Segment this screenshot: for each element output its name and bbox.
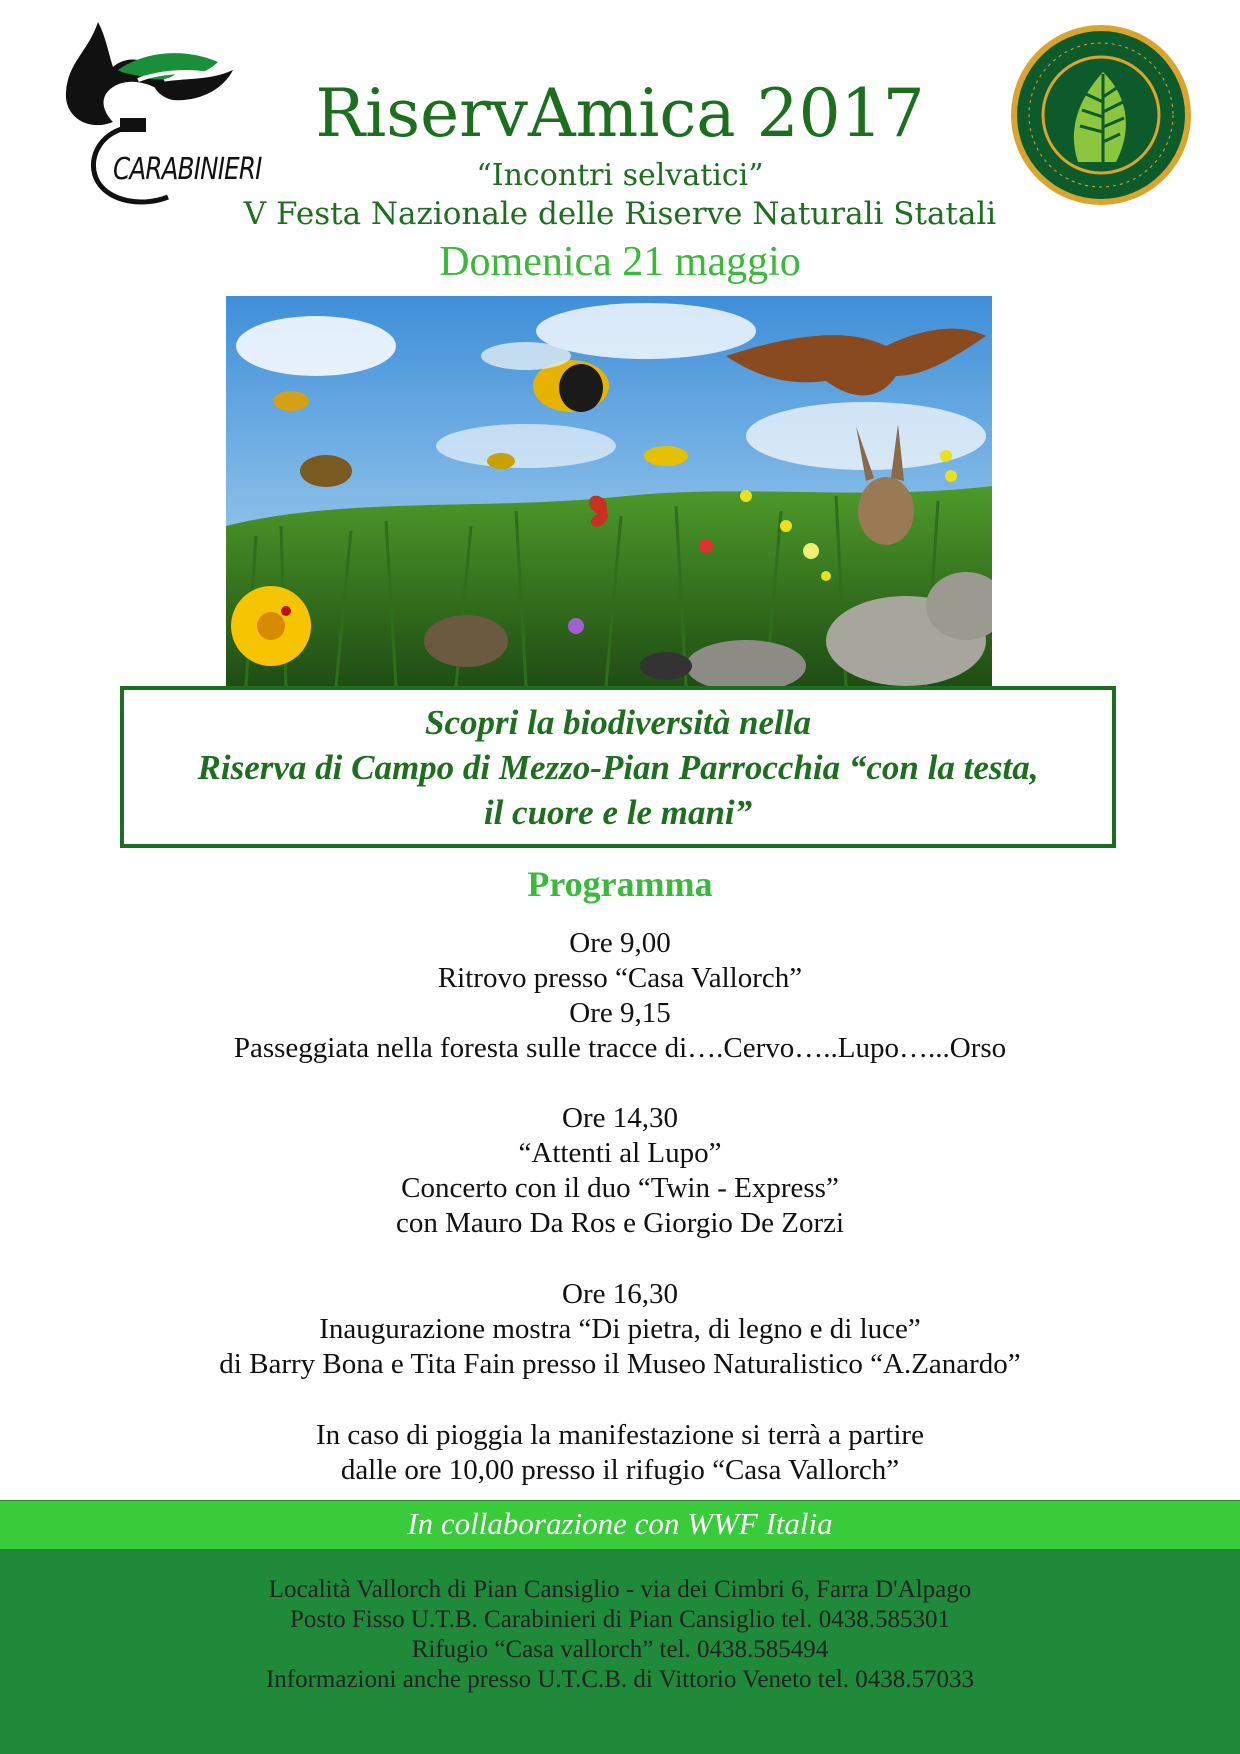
footer-phone-rifugio: Rifugio “Casa vallorch” tel. 0438.585494 (411, 1636, 829, 1663)
program-line: di Barry Bona e Tita Fain presso il Museo Naturalistico “A.Zanardo” (219, 1348, 1021, 1380)
footer-phone-carabinieri: Posto Fisso U.T.B. Carabinieri di Pian Cansiglio tel. 0438.585301 (290, 1606, 950, 1633)
tagline-line-2: Riserva di Campo di Mezzo-Pian Parrocchia “con la testa, (197, 747, 1039, 787)
rain-notice-line: dalle ore 10,00 presso il rifugio “Casa Vallorch” (340, 1454, 900, 1486)
program-line: Ore 9,15 (569, 997, 671, 1029)
contact-footer (0, 1549, 1240, 1754)
tagline-line-3: il cuore e le mani” (483, 792, 753, 832)
program-line: Ore 9,00 (569, 927, 671, 959)
rain-notice-line: In caso di pioggia la manifestazione si terrà a partire (316, 1419, 924, 1451)
program-line: Passeggiata nella foresta sulle tracce di….Cervo…..Lupo…...Orso (233, 1032, 1007, 1064)
program-line: “Attenti al Lupo” (518, 1137, 722, 1169)
tagline-line-1: Scopri la biodiversità nella (425, 702, 811, 742)
page-title: RiservAmica 2017 (315, 75, 925, 152)
carabinieri-wordmark: CARABINIERI (113, 152, 262, 187)
program-heading: Programma (527, 864, 713, 904)
footer-address: Località Vallorch di Pian Cansiglio - via dei Cimbri 6, Farra D'Alpago (268, 1576, 972, 1603)
collaboration-banner: In collaborazione con WWF Italia (0, 1500, 1240, 1550)
festival-name: V Festa Nazionale delle Riserve Naturali Statali (243, 196, 997, 232)
footer-info: Informazioni anche presso U.T.C.B. di Vittorio Veneto tel. 0438.57033 (265, 1666, 975, 1693)
program-line: Ore 14,30 (562, 1102, 678, 1134)
program-line: Ritrovo presso “Casa Vallorch” (437, 962, 803, 994)
program-line: Ore 16,30 (562, 1278, 678, 1310)
tagline-box (120, 686, 1116, 848)
program-line: Concerto con il duo “Twin - Express” (401, 1172, 839, 1204)
program-line: Inaugurazione mostra “Di pietra, di legno e di luce” (319, 1313, 921, 1345)
program-line: con Mauro Da Ros e Giorgio De Zorzi (395, 1207, 845, 1239)
meadow-wildlife-illustration (226, 296, 992, 686)
event-subtitle: “Incontri selvatici” (476, 158, 764, 193)
event-date: Domenica 21 maggio (439, 239, 801, 285)
